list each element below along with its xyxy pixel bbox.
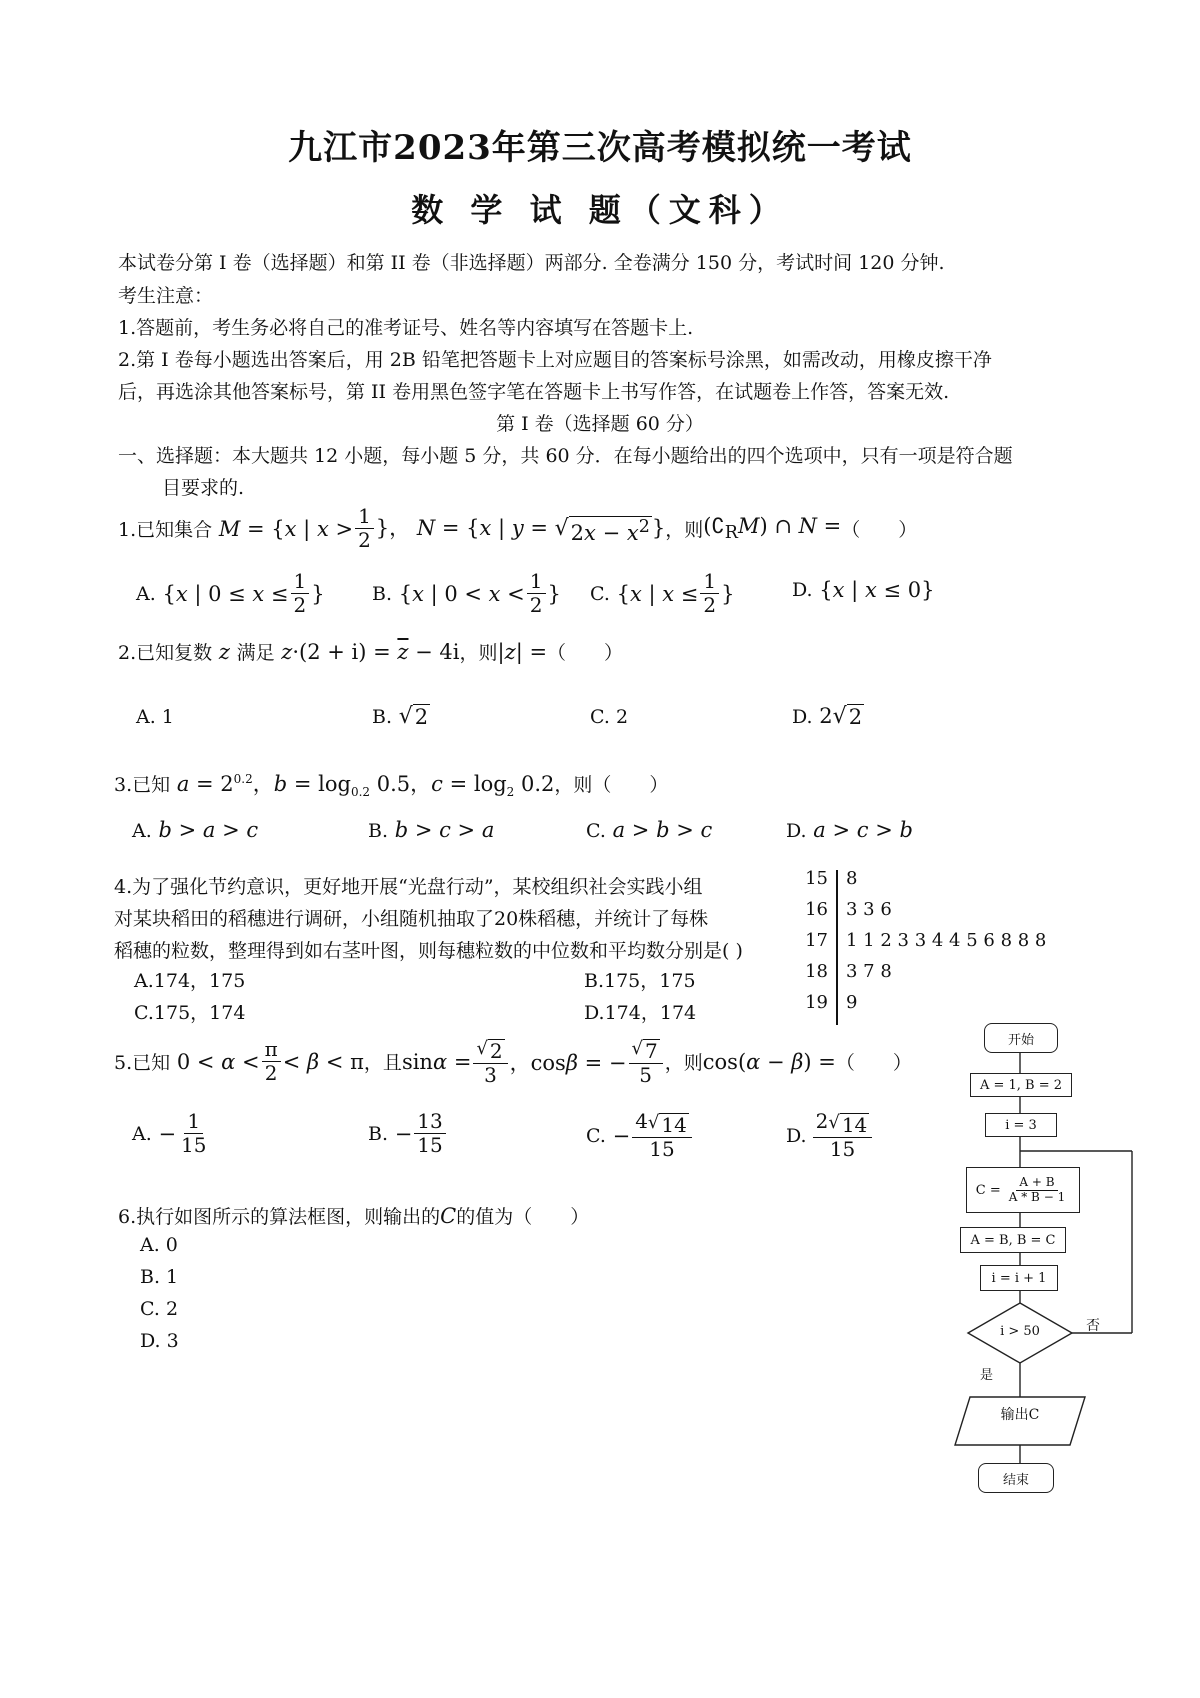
stem: 17 (805, 930, 828, 951)
flowchart-yes-label: 是 (980, 1368, 994, 1383)
q4-line-1: 4.为了强化节约意识，更好地开展“光盘行动”，某校组织社会实践小组 (114, 876, 703, 898)
option-math: 2 √ 2 (812, 704, 863, 729)
q1-expression: $(∁_RM)$ ∩ N = (703, 513, 842, 544)
option-sign: − (388, 1121, 413, 1146)
option-label: B. (368, 1122, 389, 1145)
q5-cos: ，cosβ = − (509, 1050, 627, 1075)
option-label: B. (372, 582, 393, 605)
flowchart-init: A = 1, B = 2 (970, 1073, 1072, 1097)
q5-frac-cos: √ 7 5 (629, 1036, 663, 1087)
q2-option-b (372, 704, 430, 729)
option-sign: − (605, 1123, 631, 1148)
q3-lead: 3.已知 (114, 774, 171, 797)
question-2 (118, 638, 623, 665)
q1-fraction: $\frac{1}{2}$ (355, 505, 374, 552)
option-label: D. (786, 1124, 807, 1147)
option-math: a > b > c (612, 818, 713, 842)
exam-subtitle: 数 学 试 题（文科） (411, 191, 789, 229)
q2-option-c (590, 706, 628, 728)
option-math-close: } (311, 581, 325, 606)
q6-option-c: C. 2 (140, 1298, 179, 1320)
q2-blank: （ ） (547, 642, 624, 664)
calc-numerator: A + B (1016, 1176, 1057, 1191)
q2-lead: 2.已知复数 (118, 642, 213, 664)
q4-option-c: C.175，174 (134, 1002, 246, 1024)
q5-option-b (368, 1110, 448, 1157)
q4-line-3: 稻穗的粒数，整理得到如右茎叶图，则每穗粒数的中位数和平均数分别是( ) (114, 940, 743, 962)
leaves: 8 (846, 868, 858, 889)
q5-sin: sinα = (401, 1049, 472, 1074)
calc-fraction (1006, 1176, 1068, 1205)
question-1 (118, 505, 917, 552)
q5-frac-sin: √ 2 3 (473, 1036, 507, 1087)
q2-var: z (218, 639, 230, 664)
note-2a: 2.第 I 卷每小题选出答案后，用 2B 铅笔把答题卡上对应题目的答案标号涂黑，如需改动，用橡皮擦干净 (118, 349, 992, 371)
q1-set-n: }， N = {x | y = √ $2x - x^2$ } (375, 516, 666, 545)
flowchart-condition: i > 50 (1000, 1324, 1040, 1339)
option-label: D. (792, 579, 813, 601)
question-5 (114, 1036, 912, 1087)
calc-denominator: A * B − 1 (1008, 1189, 1066, 1204)
calc-lhs: C = (975, 1182, 1001, 1198)
q5-tail: ，则 (664, 1052, 703, 1074)
q3-option-b (368, 818, 494, 842)
option-fraction: 2 √ 14 15 (813, 1110, 873, 1161)
option-label: C. (586, 1124, 606, 1147)
option-label: A. (132, 820, 152, 842)
q3-option-d (786, 818, 913, 842)
option-fraction: $\frac{1}{15}$ (181, 1109, 207, 1157)
question-3 (114, 768, 668, 799)
option-math: b > c > a (394, 818, 495, 842)
flowchart-assign: A = B, B = C (960, 1227, 1066, 1253)
option-label: C. (590, 582, 610, 605)
option-math-close: } (721, 581, 735, 606)
q4-line-2: 对某块稻田的稻穗进行调研，小组随机抽取了20株稻穗，并统计了每株 (114, 908, 709, 930)
q5-target: cos(α − β) = (702, 1049, 836, 1074)
flowchart-i-init: i = 3 (985, 1113, 1057, 1137)
q4-option-a: A.174，175 (134, 970, 246, 992)
note-1: 1.答题前，考生务必将自己的准考证号、姓名等内容填写在答题卡上. (118, 317, 694, 339)
option-label: A. 1 (136, 706, 174, 728)
q5-option-a (132, 1110, 212, 1157)
option-math: {x | x ≤ 0} (812, 578, 935, 602)
flowchart-output: 输出C (1000, 1407, 1040, 1423)
option-fraction: 4 √ 14 15 (632, 1110, 692, 1161)
leaves: 3 7 8 (846, 961, 892, 982)
option-label: A. (136, 582, 156, 605)
q6-option-b: B. 1 (140, 1266, 179, 1288)
q6-var: C (440, 1204, 457, 1228)
q1-option-c (590, 570, 734, 617)
q2-modulus: |z| = (497, 639, 548, 664)
q1-option-a (136, 570, 325, 617)
option-math: √ 2 (398, 704, 429, 729)
flowchart-no-label: 否 (1086, 1318, 1100, 1334)
flowchart-start: 开始 (984, 1023, 1058, 1053)
q3-option-c (586, 818, 712, 842)
q4-option-b: B.175，175 (584, 970, 696, 992)
q5-option-d (786, 1110, 874, 1161)
option-math: {x | x ≤ (609, 581, 699, 606)
q5-lead: 5.已知 (114, 1052, 171, 1074)
q1-option-b (372, 570, 561, 617)
intro-line: 本试卷分第 I 卷（选择题）和第 II 卷（非选择题）两部分. 全卷满分 150 分，考试时间 120 分钟. (118, 252, 945, 274)
q5-option-c (586, 1110, 694, 1161)
q3-option-a (132, 818, 258, 842)
option-math-close: } (547, 581, 561, 606)
q2-mid: 满足 (236, 642, 275, 664)
option-math: a > c > b (813, 818, 913, 842)
q6-option-a: A. 0 (140, 1234, 178, 1256)
section-instruction-cont: 目要求的. (162, 477, 245, 499)
q1-tail: ，则 (665, 519, 704, 541)
stem: 16 (805, 899, 828, 920)
option-fraction: $\frac{13}{15}$ (414, 1110, 445, 1157)
option-math: {x | 0 ≤ x ≤ (155, 581, 289, 606)
option-math: b > a > c (158, 818, 259, 842)
q1-blank: （ ） (841, 519, 918, 541)
stem: 18 (805, 961, 828, 982)
q1-lead: 1.已知集合 (118, 519, 213, 541)
q6-option-d: D. 3 (140, 1330, 179, 1352)
q2-option-d (792, 704, 864, 729)
q2-equation: $z\cdot(2 + i) = \overline{z} - 4i$ (281, 639, 460, 664)
option-label: C. (586, 820, 606, 842)
option-label: B. (372, 705, 393, 728)
leaves: 3 3 6 (846, 899, 892, 920)
q4-option-d: D.174，174 (584, 1002, 697, 1024)
question-6 (118, 1202, 589, 1229)
flowchart-increment: i = i + 1 (980, 1265, 1058, 1291)
section-heading: 第 I 卷（选择题 60 分） (496, 413, 704, 435)
leaves: 1 1 2 3 3 4 4 5 6 8 8 8 (846, 930, 1047, 951)
option-label: A. (132, 1122, 152, 1145)
q5-range-b: < β < π (282, 1049, 364, 1074)
option-math: {x | 0 < x < (392, 581, 525, 606)
stem-leaf-divider (836, 870, 838, 1025)
q5-mid: ，且 (363, 1052, 402, 1074)
q6-stem-tail: 的值为（ ） (456, 1206, 590, 1228)
q1-set-m: M = {x | x > (218, 516, 354, 541)
note-2b: 后，再选涂其他答案标号，第 II 卷用黑色签字笔在答题卡上书写作答，在试题卷上作答，答案无效. (118, 381, 950, 403)
option-sign: − (151, 1121, 177, 1146)
q1-option-d (792, 578, 934, 602)
q5-range: 0 < α < (170, 1049, 260, 1074)
leaves: 9 (846, 992, 858, 1013)
flowchart-end: 结束 (978, 1463, 1054, 1493)
option-fraction: $\frac{1}{2}$ (527, 570, 546, 617)
q6-stem: 6.执行如图所示的算法框图，则输出的 (118, 1206, 441, 1228)
section-instruction: 一、选择题：本大题共 12 小题，每小题 5 分，共 60 分．在每小题给出的四个选项中，只有一项是符合题 (118, 445, 1013, 467)
q5-frac-pi: $\frac{\pi}{2}$ (262, 1038, 281, 1085)
option-label: D. (786, 820, 807, 842)
option-label: B. (368, 820, 389, 842)
stem: 15 (805, 868, 828, 889)
stem: 19 (805, 992, 828, 1013)
notice-label: 考生注意： (118, 285, 214, 307)
flowchart-calc (966, 1167, 1080, 1213)
option-fraction: $\frac{1}{2}$ (700, 570, 719, 617)
q3-tail: ，则（ ） (554, 774, 669, 797)
option-label: D. (792, 705, 813, 728)
q2-option-a (136, 706, 174, 728)
option-label: C. 2 (590, 706, 629, 728)
exam-title: 九江市2023年第三次高考模拟统一考试 (288, 128, 912, 168)
q5-blank: （ ） (835, 1052, 912, 1074)
option-fraction: $\frac{1}{2}$ (291, 570, 310, 617)
q2-tail: ，则 (459, 642, 498, 664)
q3-values: $a = 2^{0.2}$，$b = \log_{0.2} 0.5$，$c = \log_2 0.2$ (176, 772, 555, 800)
